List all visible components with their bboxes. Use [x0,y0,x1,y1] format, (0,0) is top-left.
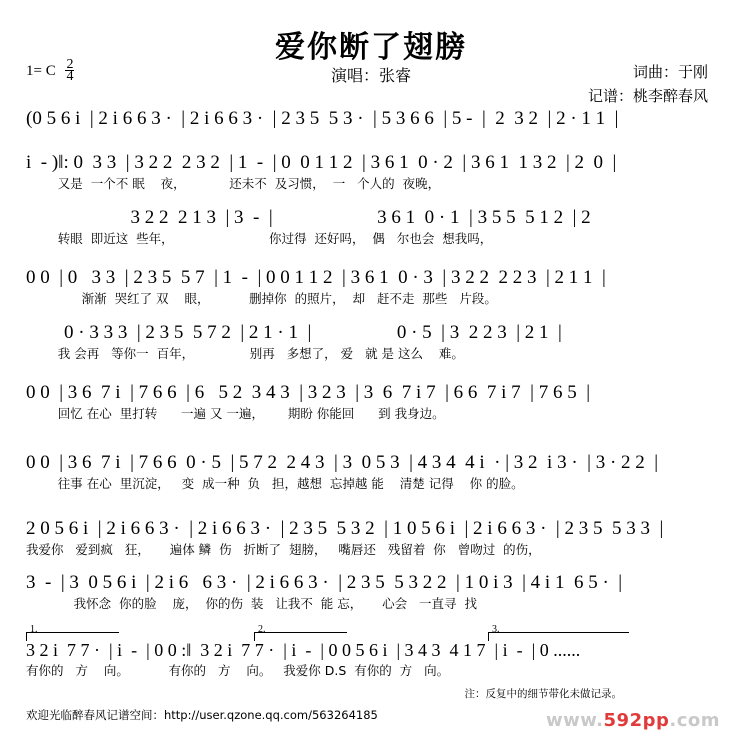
notation-line: 3 2 2 2 1 3 | 3 - | 3 6 1 0 · 1 | 3 5 5 5 1 2 | 2 [26,207,591,228]
lyric-line: 往事 在心 里沉淀， 变 成一种 负 担，越想 忘掉越 能 清楚 记得 你 的脸。 [26,476,524,491]
music-system-2b [0,207,742,247]
volta-label-1: 1. [30,624,38,635]
music-system-3 [0,267,742,307]
notation-line: 3 2 i 7 7 · | i - | 0 0 :‖ 3 2 i 7 7 · | i - | 0 0 5 6 i | 3 4 3 4 1 7 | i - | 0 ...... [26,640,581,660]
notation-line: 2 0 5 6 i | 2 i 6 6 3 · | 2 i 6 6 3 · | 2 3 5 5 3 2 | 1 0 5 6 i | 2 i 6 6 3 · | 2 3 5 5 3 3 | [26,518,664,539]
volta-label-2: 2. [258,624,266,635]
time-signature-numerator: 2 [66,57,74,72]
lyric-line: 渐渐 哭红了 双 眼， 删掉你 的照片， 却 赶不走 那些 片段。 [26,291,497,306]
music-system-1 [0,108,742,130]
lyric-line: 回忆 在心 里打转 一遍 又 一遍， 期盼 你能回 到 我身边。 [26,406,445,421]
page-title: 爱你断了翅膀 [275,30,467,65]
singer-credit: 演唱：张睿 [330,66,411,85]
music-system-8 [0,640,742,679]
notation-line: 0 0 | 3 6 7 i | 7 6 6 | 6 5 2 3 4 3 | 3 2 3 | 3 6 7 i 7 | 6 6 7 i 7 | 7 6 5 | [26,382,591,403]
lyric-line: 又是 一个不 眠 夜， 还未不 及习惯， 一 个人的 夜晚， [26,176,441,191]
repeat-note: 注：反复中的细节带化未做记录。 [464,688,622,700]
notation-line: 0 0 | 0 3 3 | 2 3 5 5 7 | 1 - | 0 0 1 1 2 | 3 6 1 0 · 3 | 3 2 2 2 2 3 | 2 1 1 | [26,267,606,288]
music-system-4 [0,382,742,422]
volta-bracket-1 [26,632,119,641]
watermark-brand: 592pp [603,710,670,731]
volta-label-3: 3. [492,624,500,635]
site-watermark [546,710,720,731]
notation-line: 0 0 | 3 6 7 i | 7 6 6 0 · 5 | 5 7 2 2 4 3 | 3 0 5 3 | 4 3 4 4 i · | 3 2 i 3 · | 3 · 2 2 | [26,452,659,473]
notation-line: 3 - | 3 0 5 6 i | 2 i 6 6 3 · | 2 i 6 6 3 · | 2 3 5 5 3 2 2 | 1 0 i 3 | 4 i 1 6 5 · | [26,572,623,593]
music-system-3b [0,322,742,362]
music-system-7 [0,572,742,612]
music-system-2 [0,152,742,192]
music-system-6 [0,518,742,558]
key-label: 1= C [26,62,56,79]
lyric-line: 我怀念 你的脸 庞， 你的伤 装 让我不 能 忘， 心会 一直寻 找 [26,596,477,611]
notation-space-link[interactable]: 欢迎光临醉春风记谱空间：http://user.qzone.qq.com/563264185 [26,708,378,722]
watermark-suffix: .com [669,710,720,731]
notation-line: 0 · 3 3 3 | 2 3 5 5 7 2 | 2 1 · 1 | 0 · 5 | 3 2 2 3 | 2 1 | [26,322,562,343]
notation-line: i - )‖: 0 3 3 | 3 2 2 2 3 2 | 1 - | 0 0 1 1 2 | 3 6 1 0 · 2 | 3 6 1 1 3 2 | 2 0 | [26,152,617,173]
volta-bracket-2 [254,632,347,641]
watermark-prefix: www. [545,710,604,731]
notation-line: (0 5 6 i | 2 i 6 6 3 · | 2 i 6 6 3 · | 2 3 5 5 3 · | 5 3 6 6 | 5 - | 2 3 2 | 2 · 1 1 | [26,108,619,129]
credits-block [588,60,708,108]
time-signature-denominator: 4 [66,69,74,84]
lyric-line: 转眼 即近这 些年， 你过得 还好吗， 偶 尔也会 想我吗， [26,231,493,246]
lyric-composer-credit: 词曲：于刚 [632,63,708,81]
music-system-5 [0,452,742,492]
lyric-line: 有你的 方 向。 有你的 方 向。 我爱你 D.S 有你的 方 向。 [26,663,450,678]
lyric-line: 我 会再 等你一 百年， 别再 多想了， 爱 就 是 这么 难。 [26,346,464,361]
lyric-line: 我爱你 爱到疯 狂， 遍体 鳞 伤 折断了 翅膀， 嘴唇还 残留着 你 曾吻过 的伤， [26,542,541,557]
volta-bracket-3 [488,632,629,641]
notation-credit: 记谱：桃李醉春风 [587,87,708,105]
